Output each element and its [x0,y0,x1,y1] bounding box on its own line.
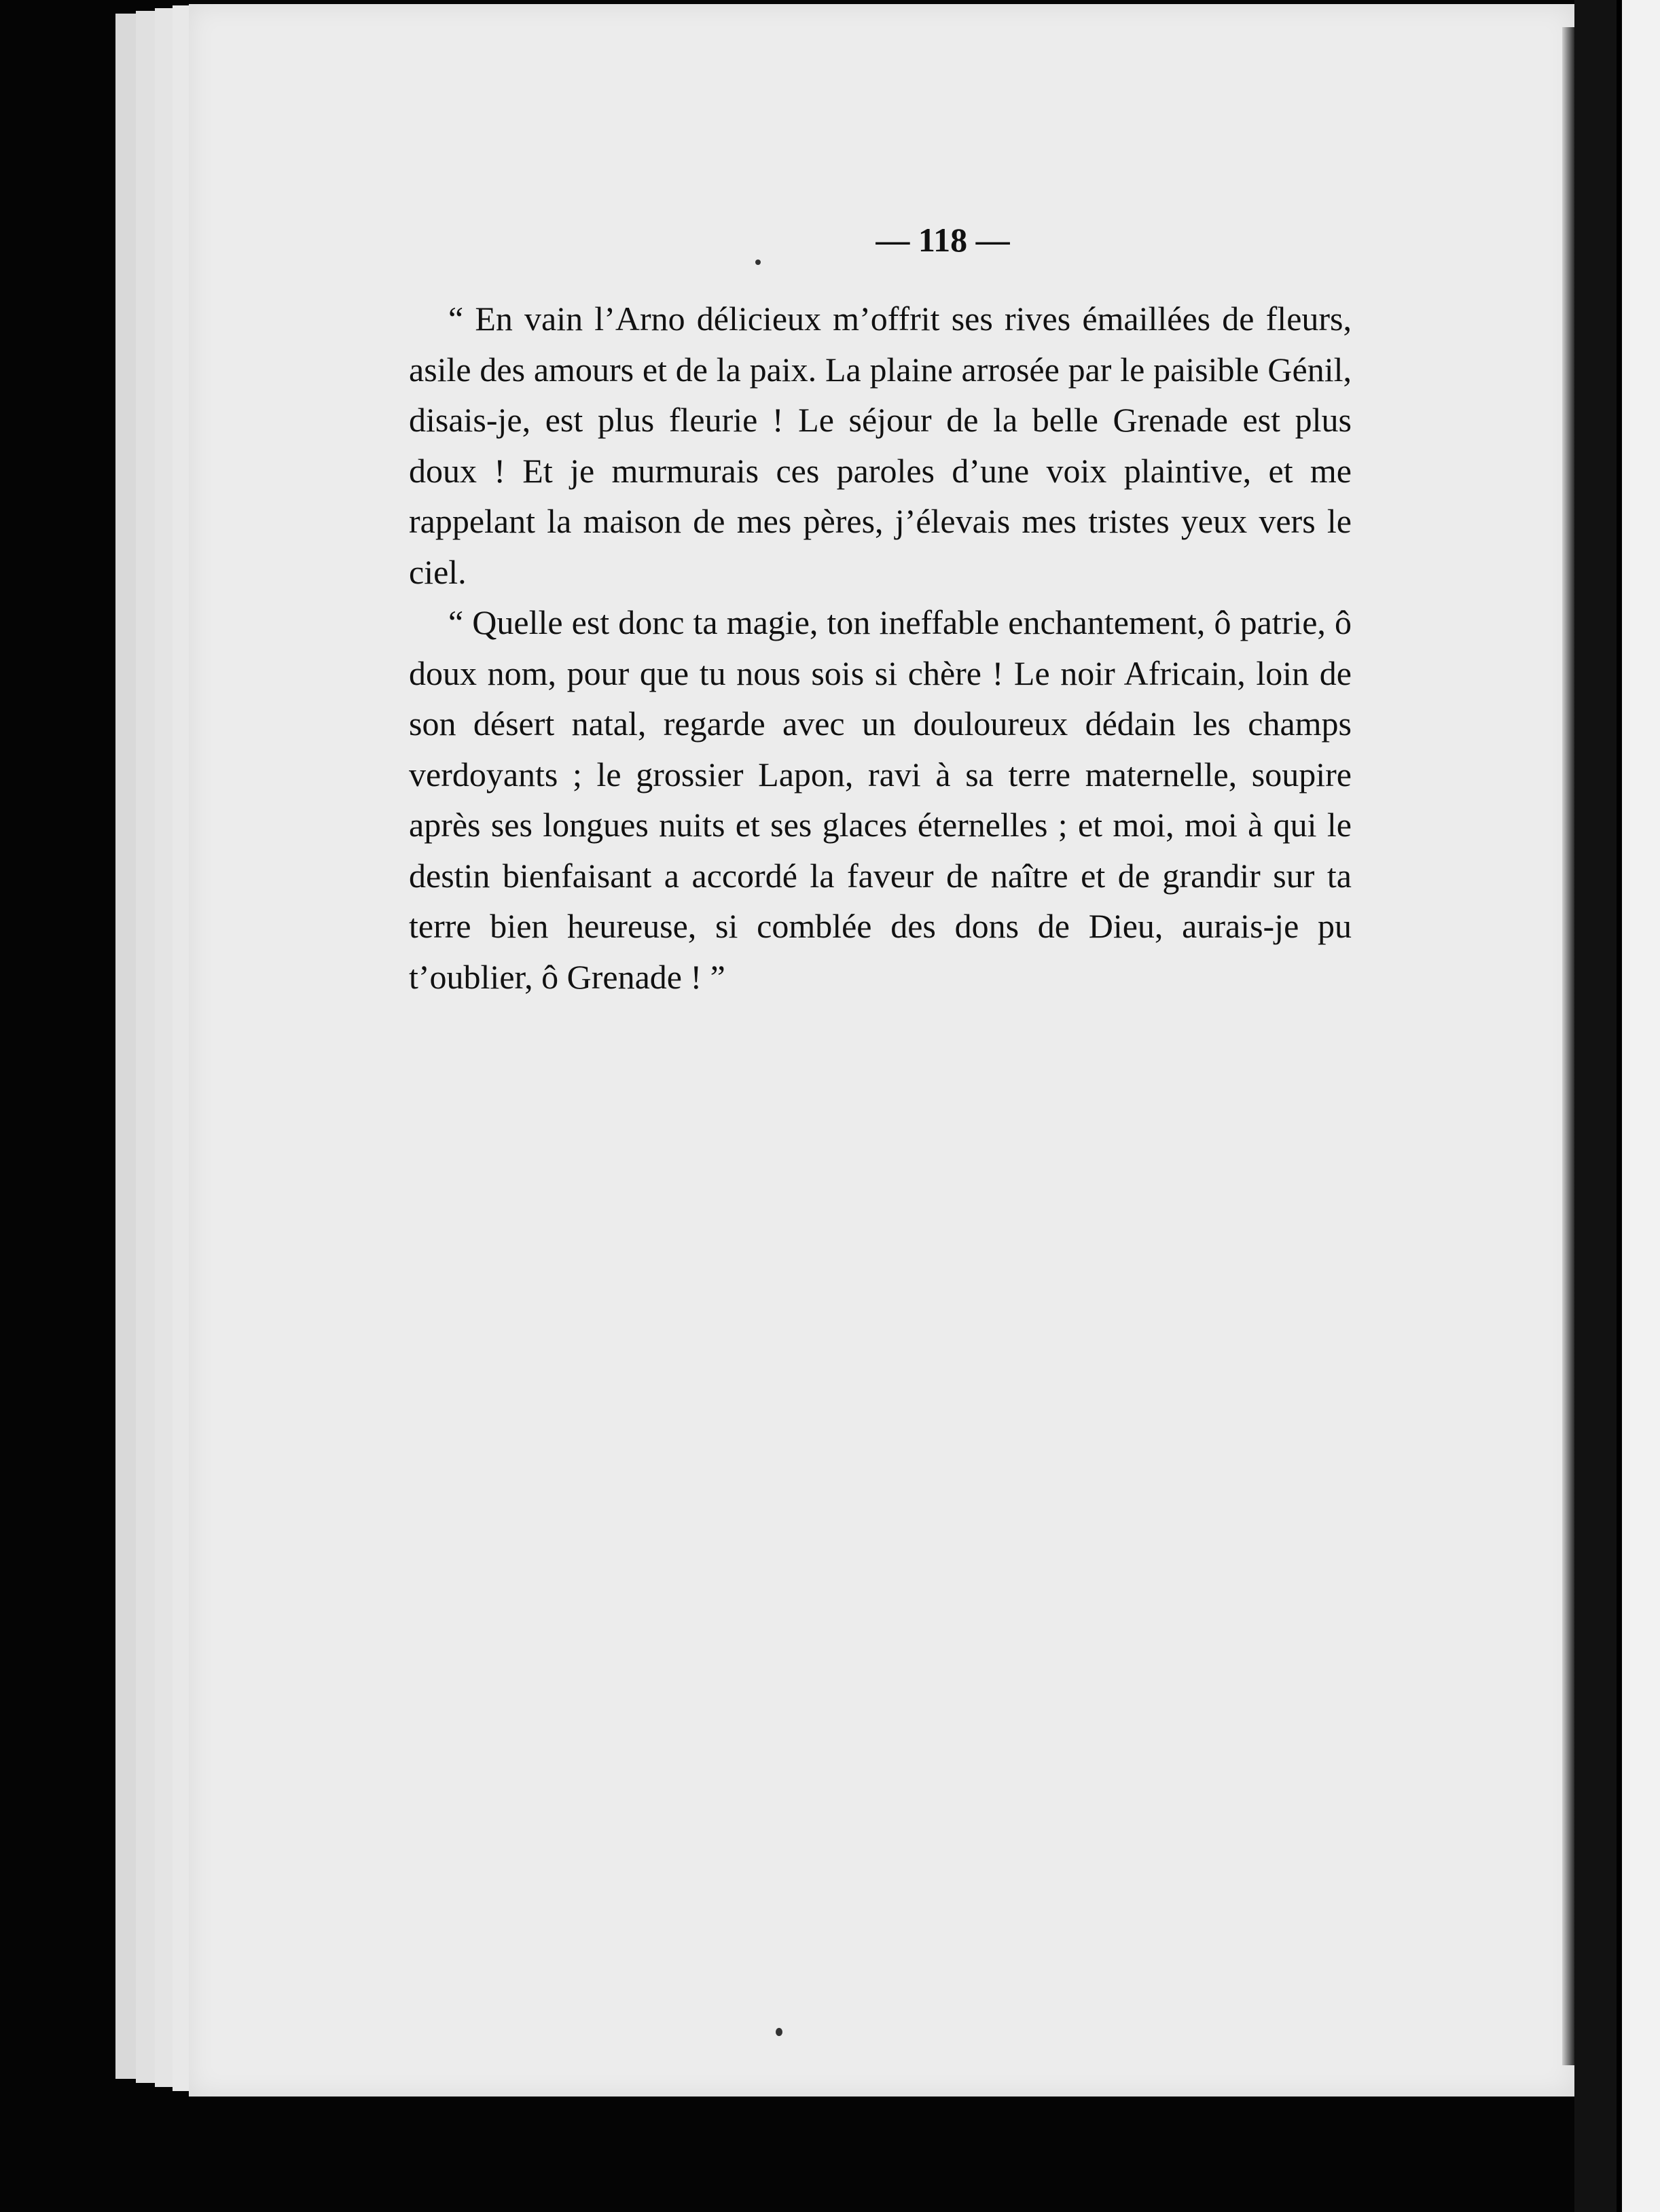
paragraph: “ En vain l’Arno délicieux m’offrit ses rives émaillées de fleurs, asile des amours et de la paix. La plaine arrosée par le paisible Génil, disais-je, est plus fleurie ! Le séjour de la belle Grenade est plus doux ! Et je murmurais ces paroles d’une voix plaintive, et me rappelant la maison de mes pères, j’élevais mes tristes yeux vers le ciel. [409,300,1352,591]
ink-speck [776,2028,782,2036]
body-text [409,293,1352,1002]
ink-speck [755,260,761,265]
facing-page-edge [1622,0,1660,2212]
binding-shadow [1562,27,1574,2065]
binding-gutter [1574,0,1622,2212]
paragraph: “ Quelle est donc ta magie, ton ineffable enchantement, ô patrie, ô doux nom, pour que tu nous sois si chère ! Le noir Africain, loin de son désert natal, regarde avec un douloureux dédain les champs verdoyants ; le grossier Lapon, ravi à sa terre maternelle, soupire après ses longues nuits et ses glaces éternelles ; et moi, moi à qui le destin bienfaisant a accordé la faveur de naître et de grandir sur ta terre bien heureuse, si comblée des dons de Dieu, aurais-je pu t’oublier, ô Grenade ! ” [409,603,1352,996]
page-number: — 118 — [876,221,1010,259]
